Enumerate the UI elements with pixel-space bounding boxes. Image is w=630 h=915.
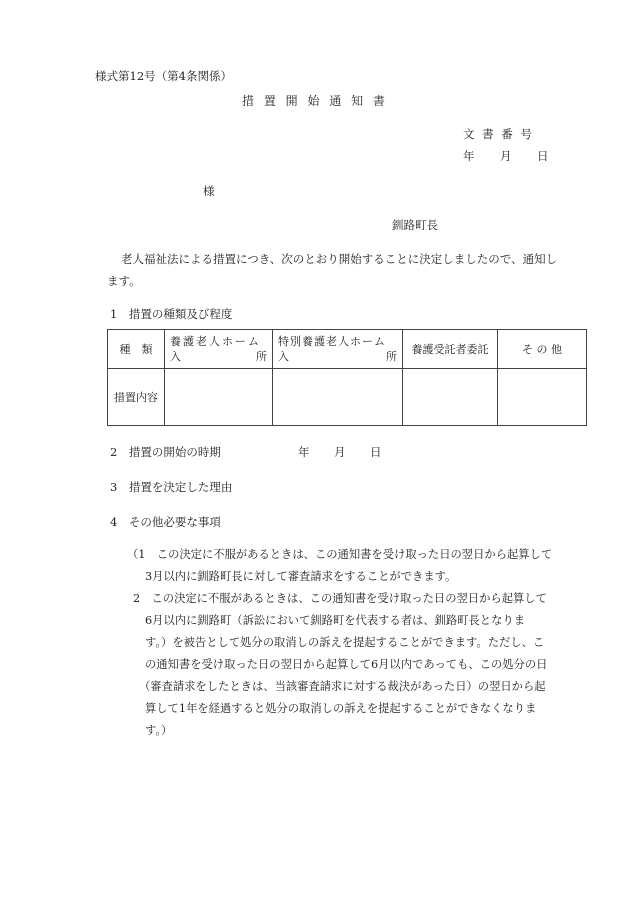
date-day-label: 日 — [537, 149, 549, 163]
form-number: 様式第12号（第4条関係） — [95, 69, 232, 83]
row-label-measure-content: 措置内容 — [108, 369, 165, 426]
cell-special-nursing-home[interactable] — [273, 369, 403, 426]
header-special-nursing-home-admission: 所 — [386, 350, 397, 363]
note-2-line-2: 6月以内に釧路町（訴訟において釧路町を代表する者は、釧路町長となりま — [145, 614, 525, 627]
issuer-name: 釧路町長 — [392, 218, 438, 232]
start-day-label: 日 — [370, 445, 382, 459]
header-special-nursing-home — [273, 330, 403, 369]
note-1-line-2: 3月以内に釧路町長に対して審査請求をすることができます。 — [145, 570, 457, 583]
start-year-label: 年 — [298, 445, 310, 459]
header-nursing-home-line1: 養護老人ホーム — [170, 335, 261, 348]
section-2-heading: 2 措置の開始の時期 — [110, 445, 221, 459]
intro-line-2: ます。 — [107, 274, 141, 288]
section-3-heading: 3 措置を決定した理由 — [110, 480, 233, 494]
cell-foster-consignment[interactable] — [403, 369, 498, 426]
note-2-line-7: す。） — [145, 724, 173, 737]
measures-table — [107, 329, 587, 426]
header-type: 種 類 — [108, 330, 165, 369]
intro-line-1: 老人福祉法による措置につき、次のとおり開始することに決定しましたので、通知し — [121, 252, 558, 266]
header-nursing-home-enter: 入 — [170, 350, 181, 363]
note-2-line-5: （審査請求をしたときは、当該審査請求に対する裁決があった日）の翌日から起 — [139, 680, 546, 693]
start-month-label: 月 — [334, 445, 346, 459]
cell-other[interactable] — [498, 369, 587, 426]
document-title: 措 置 開 始 通 知 書 — [242, 94, 388, 108]
header-nursing-home-admission: 所 — [256, 350, 267, 363]
note-2-line-4: の通知書を受け取った日の翌日から起算して6月以内であっても、この処分の日 — [145, 658, 548, 671]
section-1-heading: 1 措置の種類及び程度 — [110, 307, 233, 321]
date-month-label: 月 — [500, 149, 512, 163]
header-nursing-home — [165, 330, 273, 369]
note-2-line-6: 算して1年を経過すると処分の取消しの訴えを提起することができなくなりま — [145, 702, 537, 715]
header-special-nursing-home-line1: 特別養護老人ホーム — [278, 335, 386, 348]
note-1-line-1: （1 この決定に不服があるときは、この通知書を受け取った日の翌日から起算して — [127, 548, 553, 561]
date-year-label: 年 — [463, 149, 475, 163]
header-foster-consignment: 養護受託者委託 — [403, 330, 498, 369]
addressee-suffix: 様 — [203, 184, 215, 198]
section-4-heading: 4 その他必要な事項 — [110, 515, 221, 529]
header-special-nursing-home-enter: 入 — [278, 350, 289, 363]
document-number-label: 文 書 番 号 — [463, 127, 534, 141]
note-2-line-1: 2 この決定に不服があるときは、この通知書を受け取った日の翌日から起算して — [133, 592, 547, 605]
cell-nursing-home[interactable] — [165, 369, 273, 426]
note-2-line-3: す。）を被告として処分の取消しの訴えを提起することができます。ただし、こ — [145, 636, 545, 649]
header-other: そ の 他 — [498, 330, 587, 369]
